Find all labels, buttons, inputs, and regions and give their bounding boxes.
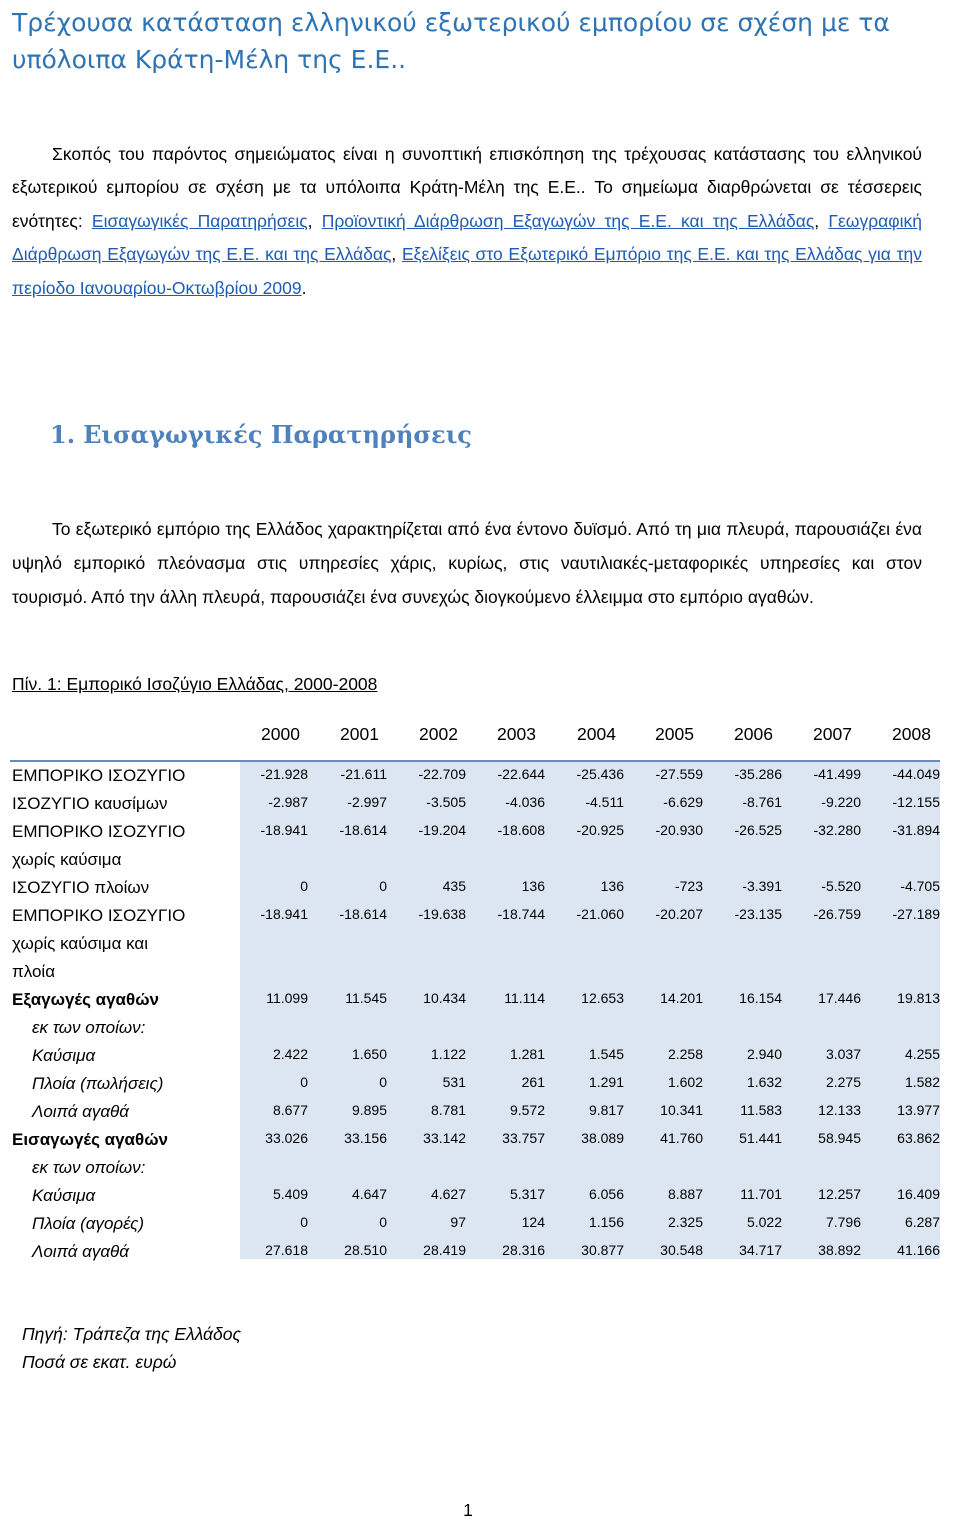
intro-separator: , bbox=[814, 210, 829, 231]
intro-paragraph bbox=[12, 138, 922, 305]
link-introductory-remarks[interactable]: Εισαγωγικές Παρατηρήσεις bbox=[91, 210, 308, 231]
table-cell-2001: -21.611 bbox=[340, 766, 387, 782]
table-cell-2005: -27.559 bbox=[655, 766, 703, 782]
table-cell-2002: 531 bbox=[442, 1074, 466, 1090]
intro-text: Σκοπός του παρόντος σημειώματος είναι η συνοπτική επισκόπηση της τρέχουσας κατάστασης του ελληνικού εξωτερικού εμπορίου σε σχέση με τα υπόλοιπα Κράτη-Μέλη της Ε.Ε.. Το σημείωμα διαρθρώνεται σε τέσσερεις ενότητες: bbox=[12, 144, 922, 231]
table-cell-2000: 0 bbox=[300, 878, 308, 894]
table-cell-2004: 136 bbox=[600, 878, 624, 894]
table-cell-2004: -4.511 bbox=[585, 794, 624, 810]
table-cell-2006: 11.701 bbox=[740, 1186, 782, 1202]
table-cell-2008: -12.155 bbox=[892, 794, 940, 810]
table-cell-2001: 1.650 bbox=[351, 1046, 387, 1062]
table-cell-2006: -23.135 bbox=[734, 906, 782, 922]
year-header-2005: 2005 bbox=[655, 724, 694, 744]
row-label: Πλοία (πωλήσεις) bbox=[32, 1074, 164, 1093]
table-cell-2002: 435 bbox=[442, 878, 466, 894]
table-cell-2002: 97 bbox=[450, 1214, 466, 1230]
table-cell-2000: 27.618 bbox=[265, 1242, 308, 1258]
table-cell-2006: 11.583 bbox=[740, 1102, 782, 1118]
table-cell-2002: 1.122 bbox=[430, 1046, 466, 1062]
table-cell-2004: 6.056 bbox=[588, 1186, 624, 1202]
table-cell-2007: 58.945 bbox=[818, 1130, 861, 1146]
table-cell-2008: 1.582 bbox=[904, 1074, 940, 1090]
row-label: Λοιπά αγαθά bbox=[32, 1242, 129, 1261]
table-cell-2007: 38.892 bbox=[818, 1242, 861, 1258]
table-cell-2004: 1.545 bbox=[588, 1046, 624, 1062]
table-cell-2006: 51.441 bbox=[739, 1130, 782, 1146]
table-cell-2005: 41.760 bbox=[660, 1130, 703, 1146]
table-header-row bbox=[240, 724, 940, 754]
table-caption: Πίν. 1: Εμπορικό Ισοζύγιο Ελλάδας, 2000-2008 bbox=[12, 674, 378, 694]
table-cell-2000: 0 bbox=[300, 1214, 308, 1230]
table-cell-2005: 1.602 bbox=[667, 1074, 703, 1090]
table-cell-2006: 5.022 bbox=[746, 1214, 782, 1230]
table-cell-2001: 0 bbox=[379, 878, 387, 894]
table-cell-2004: -21.060 bbox=[576, 906, 624, 922]
table-cell-2007: -32.280 bbox=[813, 822, 861, 838]
section-heading bbox=[50, 420, 472, 449]
table-cell-2002: 33.142 bbox=[423, 1130, 466, 1146]
table-cell-2004: 1.291 bbox=[588, 1074, 624, 1090]
year-header-2007: 2007 bbox=[813, 724, 852, 744]
table-cell-2007: 12.257 bbox=[818, 1186, 861, 1202]
table-cell-2005: 2.258 bbox=[667, 1046, 703, 1062]
table-cell-2005: 8.887 bbox=[667, 1186, 703, 1202]
row-label: εκ των οποίων: bbox=[32, 1018, 146, 1037]
link-product-structure[interactable]: Προϊοντική Διάρθρωση Εξαγωγών της Ε.Ε. και της Ελλάδας bbox=[321, 210, 815, 231]
table-cell-2004: -20.925 bbox=[576, 822, 624, 838]
table-cell-2004: 12.653 bbox=[581, 990, 624, 1006]
table-cell-2006: -35.286 bbox=[734, 766, 782, 782]
table-cell-2005: 14.201 bbox=[660, 990, 703, 1006]
table-cell-2001: 28.510 bbox=[344, 1242, 387, 1258]
table-notes bbox=[22, 1320, 241, 1376]
table-cell-2004: 9.817 bbox=[588, 1102, 624, 1118]
row-label: Καύσιμα bbox=[32, 1186, 96, 1205]
row-label: ΙΣΟΖΥΓΙΟ καυσίμων bbox=[12, 794, 168, 813]
row-label: ΙΣΟΖΥΓΙΟ πλοίων bbox=[12, 878, 150, 897]
year-header-2008: 2008 bbox=[892, 724, 931, 744]
table-cell-2004: -25.436 bbox=[576, 766, 624, 782]
table-cell-2008: 16.409 bbox=[897, 1186, 940, 1202]
table-cell-2007: 3.037 bbox=[825, 1046, 861, 1062]
table-cell-2006: 34.717 bbox=[739, 1242, 782, 1258]
table-cell-2000: -2.987 bbox=[268, 794, 308, 810]
table-cell-2000: 0 bbox=[300, 1074, 308, 1090]
table-cell-2006: -3.391 bbox=[742, 878, 782, 894]
source-note: Πηγή: Τράπεζα της Ελλάδος bbox=[22, 1324, 242, 1344]
table-cell-2007: -41.499 bbox=[813, 766, 861, 782]
table-cell-2004: 38.089 bbox=[581, 1130, 624, 1146]
table-cell-2003: 1.281 bbox=[509, 1046, 545, 1062]
row-label: ΕΜΠΟΡΙΚΟ ΙΣΟΖΥΓΙΟ bbox=[12, 766, 186, 785]
table-cell-2002: -19.638 bbox=[418, 906, 466, 922]
table-cell-2004: 30.877 bbox=[581, 1242, 624, 1258]
table-cell-2005: -723 bbox=[674, 878, 703, 894]
table-cell-2006: 16.154 bbox=[739, 990, 782, 1006]
table-cell-2008: 6.287 bbox=[904, 1214, 940, 1230]
page-number: 1 bbox=[463, 1500, 473, 1520]
link-geographic-structure[interactable]: Γεωγραφική Διάρθρωση Εξαγωγών της Ε.Ε. και της Ελλάδας bbox=[12, 210, 922, 265]
table-cell-2000: 5.409 bbox=[272, 1186, 308, 1202]
row-label: Λοιπά αγαθά bbox=[32, 1102, 129, 1121]
row-label: Εισαγωγές αγαθών bbox=[12, 1130, 169, 1149]
table-cell-2002: -19.204 bbox=[418, 822, 466, 838]
row-label: ΕΜΠΟΡΙΚΟ ΙΣΟΖΥΓΙΟ bbox=[12, 906, 186, 925]
table-cell-2001: 0 bbox=[379, 1214, 387, 1230]
table-cell-2008: -31.894 bbox=[892, 822, 940, 838]
link-trade-developments[interactable]: Εξελίξεις στο Εξωτερικό Εμπόριο της Ε.Ε. και της Ελλάδας για την περίοδο Ιανουαρίου-Οκτωβρίου 2009 bbox=[12, 244, 922, 298]
intro-separator: , bbox=[391, 244, 402, 265]
table-cell-2000: 2.422 bbox=[272, 1046, 308, 1062]
table-cell-2007: 7.796 bbox=[825, 1214, 861, 1230]
table-cell-2003: -4.036 bbox=[505, 794, 545, 810]
table-cell-2008: -27.189 bbox=[892, 906, 940, 922]
table-cell-2003: 9.572 bbox=[509, 1102, 545, 1118]
section-title: Εισαγωγικές Παρατηρήσεις bbox=[83, 420, 472, 449]
table-cell-2007: 17.446 bbox=[818, 990, 861, 1006]
table-cell-2008: 4.255 bbox=[904, 1046, 940, 1062]
table-cell-2006: -8.761 bbox=[742, 794, 782, 810]
document-title: Τρέχουσα κατάσταση ελληνικού εξωτερικού εμπορίου σε σχέση με τα υπόλοιπα Κράτη-Μέλη της Ε.Ε.. bbox=[12, 8, 890, 74]
table-cell-2000: 33.026 bbox=[265, 1130, 308, 1146]
row-label: Καύσιμα bbox=[32, 1046, 96, 1065]
table-cell-2007: -9.220 bbox=[821, 794, 861, 810]
table-cell-2001: 11.545 bbox=[345, 990, 387, 1006]
table-cell-2003: 33.757 bbox=[502, 1130, 545, 1146]
table-cell-2000: 8.677 bbox=[272, 1102, 308, 1118]
intro-separator: , bbox=[307, 210, 322, 231]
table-cell-2008: -44.049 bbox=[892, 766, 940, 782]
table-cell-2008: 13.977 bbox=[897, 1102, 940, 1118]
body-paragraph: Το εξωτερικό εμπόριο της Ελλάδος χαρακτηρίζεται από ένα έντονο δυϊσμό. Από τη μια πλευρά, παρουσιάζει ένα υψηλό εμπορικό πλεόνασμα στις υπηρεσίες χάρις, κυρίως, στις ναυτιλιακές-μεταφορικές υπηρεσίες και στον τουρισμό. Από την άλλη πλευρά, παρουσιάζει ένα συνεχώς διογκούμενο έλλειμμα στο εμπόριο αγαθών. bbox=[12, 519, 922, 608]
table-cell-2006: 1.632 bbox=[746, 1074, 782, 1090]
table-cell-2008: 41.166 bbox=[897, 1242, 940, 1258]
table-cell-2002: -22.709 bbox=[418, 766, 466, 782]
table-cell-2005: 10.341 bbox=[660, 1102, 703, 1118]
table-cell-2000: -21.928 bbox=[260, 766, 308, 782]
table-cell-2005: 30.548 bbox=[660, 1242, 703, 1258]
table-cell-2005: -20.207 bbox=[655, 906, 703, 922]
table-cell-2002: 10.434 bbox=[423, 990, 466, 1006]
table-cell-2001: 4.647 bbox=[351, 1186, 387, 1202]
table-cell-2003: 11.114 bbox=[504, 990, 545, 1006]
table-cell-2001: 0 bbox=[379, 1074, 387, 1090]
table-cell-2001: -18.614 bbox=[339, 822, 387, 838]
table-cell-2008: 19.813 bbox=[897, 990, 940, 1006]
year-header-2006: 2006 bbox=[734, 724, 773, 744]
table-cell-2003: -18.744 bbox=[497, 906, 545, 922]
table-cell-2003: 261 bbox=[521, 1074, 545, 1090]
table-cell-2000: -18.941 bbox=[260, 906, 308, 922]
table-cell-2001: -18.614 bbox=[339, 906, 387, 922]
table-cell-2005: -6.629 bbox=[663, 794, 703, 810]
table-cell-2000: -18.941 bbox=[260, 822, 308, 838]
table-cell-2001: 33.156 bbox=[344, 1130, 387, 1146]
table-cell-2007: 2.275 bbox=[825, 1074, 861, 1090]
table-cell-2001: 9.895 bbox=[351, 1102, 387, 1118]
table-cell-2003: 28.316 bbox=[502, 1242, 545, 1258]
row-label: εκ των οποίων: bbox=[32, 1158, 146, 1177]
table-cell-2007: -5.520 bbox=[821, 878, 861, 894]
row-label: πλοία bbox=[12, 962, 56, 981]
year-header-2002: 2002 bbox=[419, 724, 458, 744]
table-cell-2003: 124 bbox=[521, 1214, 545, 1230]
intro-end: . bbox=[301, 277, 307, 298]
units-note: Ποσά σε εκατ. ευρώ bbox=[22, 1352, 177, 1372]
row-label: χωρίς καύσιμα και bbox=[12, 934, 149, 953]
table-cell-2003: -18.608 bbox=[497, 822, 545, 838]
table-cell-2003: 5.317 bbox=[509, 1186, 545, 1202]
table-cell-2008: 63.862 bbox=[897, 1130, 940, 1146]
table-cell-2006: 2.940 bbox=[746, 1046, 782, 1062]
row-label: ΕΜΠΟΡΙΚΟ ΙΣΟΖΥΓΙΟ bbox=[12, 822, 186, 841]
table-cell-2008: -4.705 bbox=[900, 878, 940, 894]
table-cell-2002: 4.627 bbox=[430, 1186, 466, 1202]
table-cell-2002: 28.419 bbox=[423, 1242, 466, 1258]
table-cell-2002: -3.505 bbox=[426, 794, 466, 810]
table-cell-2000: 11.099 bbox=[266, 990, 308, 1006]
table-cell-2003: -22.644 bbox=[497, 766, 545, 782]
table-cell-2002: 8.781 bbox=[430, 1102, 466, 1118]
table-cell-2005: -20.930 bbox=[655, 822, 703, 838]
year-header-2003: 2003 bbox=[497, 724, 536, 744]
row-label: χωρίς καύσιμα bbox=[12, 850, 122, 869]
table-cell-2004: 1.156 bbox=[588, 1214, 624, 1230]
table-cell-2007: 12.133 bbox=[818, 1102, 861, 1118]
year-header-2001: 2001 bbox=[340, 724, 379, 744]
year-header-2000: 2000 bbox=[261, 724, 300, 744]
section-number: 1. bbox=[50, 420, 76, 449]
table-cell-2003: 136 bbox=[521, 878, 545, 894]
table-cell-2006: -26.525 bbox=[734, 822, 782, 838]
table-cell-2007: -26.759 bbox=[813, 906, 861, 922]
table-cell-2005: 2.325 bbox=[667, 1214, 703, 1230]
row-label: Εξαγωγές αγαθών bbox=[12, 990, 160, 1009]
row-label: Πλοία (αγορές) bbox=[32, 1214, 145, 1233]
year-header-2004: 2004 bbox=[577, 724, 616, 744]
table-cell-2001: -2.997 bbox=[347, 794, 387, 810]
